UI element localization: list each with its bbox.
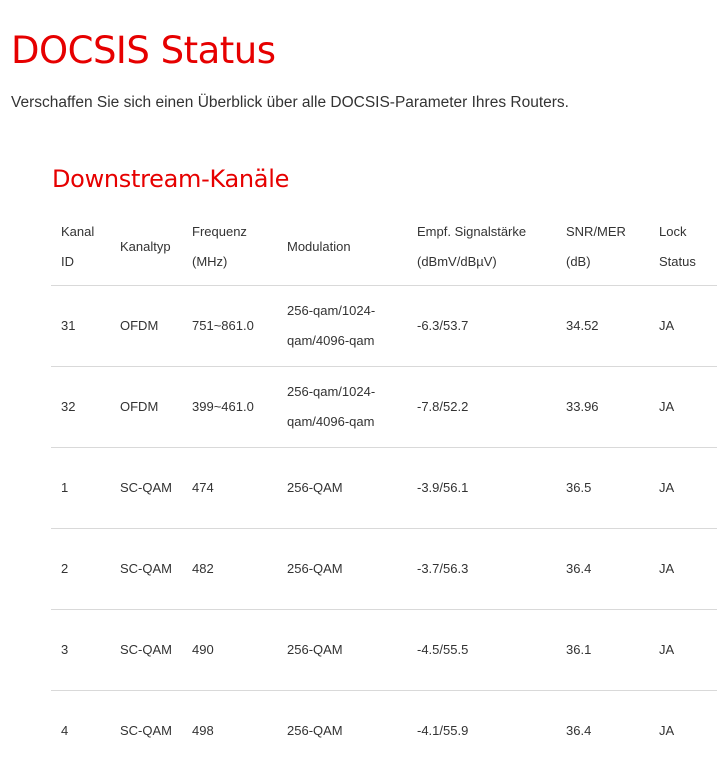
cell-frequenz: 751~861.0: [182, 285, 277, 366]
column-header-kanal-id: Kanal ID: [51, 209, 110, 285]
cell-kanal-id: 2: [51, 528, 110, 609]
cell-modulation: 256-QAM: [277, 528, 407, 609]
cell-frequenz: 482: [182, 528, 277, 609]
cell-snr-mer: 36.5: [556, 447, 649, 528]
table-header-row: [51, 209, 717, 285]
cell-modulation: 256-QAM: [277, 609, 407, 690]
column-header-frequenz: Frequenz (MHz): [182, 209, 277, 285]
cell-lock-status: JA: [649, 366, 717, 447]
cell-signalstaerke: -3.7/56.3: [407, 528, 556, 609]
cell-snr-mer: 34.52: [556, 285, 649, 366]
cell-snr-mer: 36.4: [556, 690, 649, 763]
cell-kanal-id: 31: [51, 285, 110, 366]
table-row: [51, 366, 717, 447]
cell-signalstaerke: -4.1/55.9: [407, 690, 556, 763]
cell-lock-status: JA: [649, 447, 717, 528]
cell-lock-status: JA: [649, 690, 717, 763]
cell-signalstaerke: -4.5/55.5: [407, 609, 556, 690]
cell-kanaltyp: SC-QAM: [110, 690, 182, 763]
cell-kanaltyp: SC-QAM: [110, 528, 182, 609]
cell-snr-mer: 36.1: [556, 609, 649, 690]
cell-modulation: 256-QAM: [277, 447, 407, 528]
page-subtitle: Verschaffen Sie sich einen Überblick über alle DOCSIS-Parameter Ihres Routers.: [11, 94, 569, 111]
cell-kanal-id: 1: [51, 447, 110, 528]
column-header-snr-mer: SNR/MER (dB): [556, 209, 649, 285]
cell-frequenz: 490: [182, 609, 277, 690]
cell-kanal-id: 4: [51, 690, 110, 763]
cell-frequenz: 399~461.0: [182, 366, 277, 447]
column-header-kanaltyp: Kanaltyp: [110, 209, 182, 285]
table-row: [51, 528, 717, 609]
cell-kanaltyp: SC-QAM: [110, 447, 182, 528]
column-header-modulation: Modulation: [277, 209, 407, 285]
cell-frequenz: 498: [182, 690, 277, 763]
cell-frequenz: 474: [182, 447, 277, 528]
cell-snr-mer: 36.4: [556, 528, 649, 609]
downstream-section-title: Downstream-Kanäle: [52, 165, 290, 193]
page-title: DOCSIS Status: [11, 29, 276, 72]
cell-modulation: 256-qam/1024-qam/4096-qam: [277, 366, 407, 447]
cell-kanal-id: 3: [51, 609, 110, 690]
table-row: [51, 609, 717, 690]
cell-modulation: 256-qam/1024-qam/4096-qam: [277, 285, 407, 366]
downstream-table-container: [51, 209, 717, 763]
cell-snr-mer: 33.96: [556, 366, 649, 447]
cell-kanal-id: 32: [51, 366, 110, 447]
cell-lock-status: JA: [649, 609, 717, 690]
cell-kanaltyp: SC-QAM: [110, 609, 182, 690]
cell-kanaltyp: OFDM: [110, 366, 182, 447]
column-header-signalstaerke: Empf. Signalstärke (dBmV/dBµV): [407, 209, 556, 285]
cell-signalstaerke: -6.3/53.7: [407, 285, 556, 366]
table-row: [51, 285, 717, 366]
cell-lock-status: JA: [649, 285, 717, 366]
downstream-channels-table: [51, 209, 717, 763]
cell-kanaltyp: OFDM: [110, 285, 182, 366]
cell-signalstaerke: -7.8/52.2: [407, 366, 556, 447]
cell-modulation: 256-QAM: [277, 690, 407, 763]
table-row: [51, 447, 717, 528]
column-header-lock-status: Lock Status: [649, 209, 717, 285]
table-row: [51, 690, 717, 763]
cell-lock-status: JA: [649, 528, 717, 609]
cell-signalstaerke: -3.9/56.1: [407, 447, 556, 528]
